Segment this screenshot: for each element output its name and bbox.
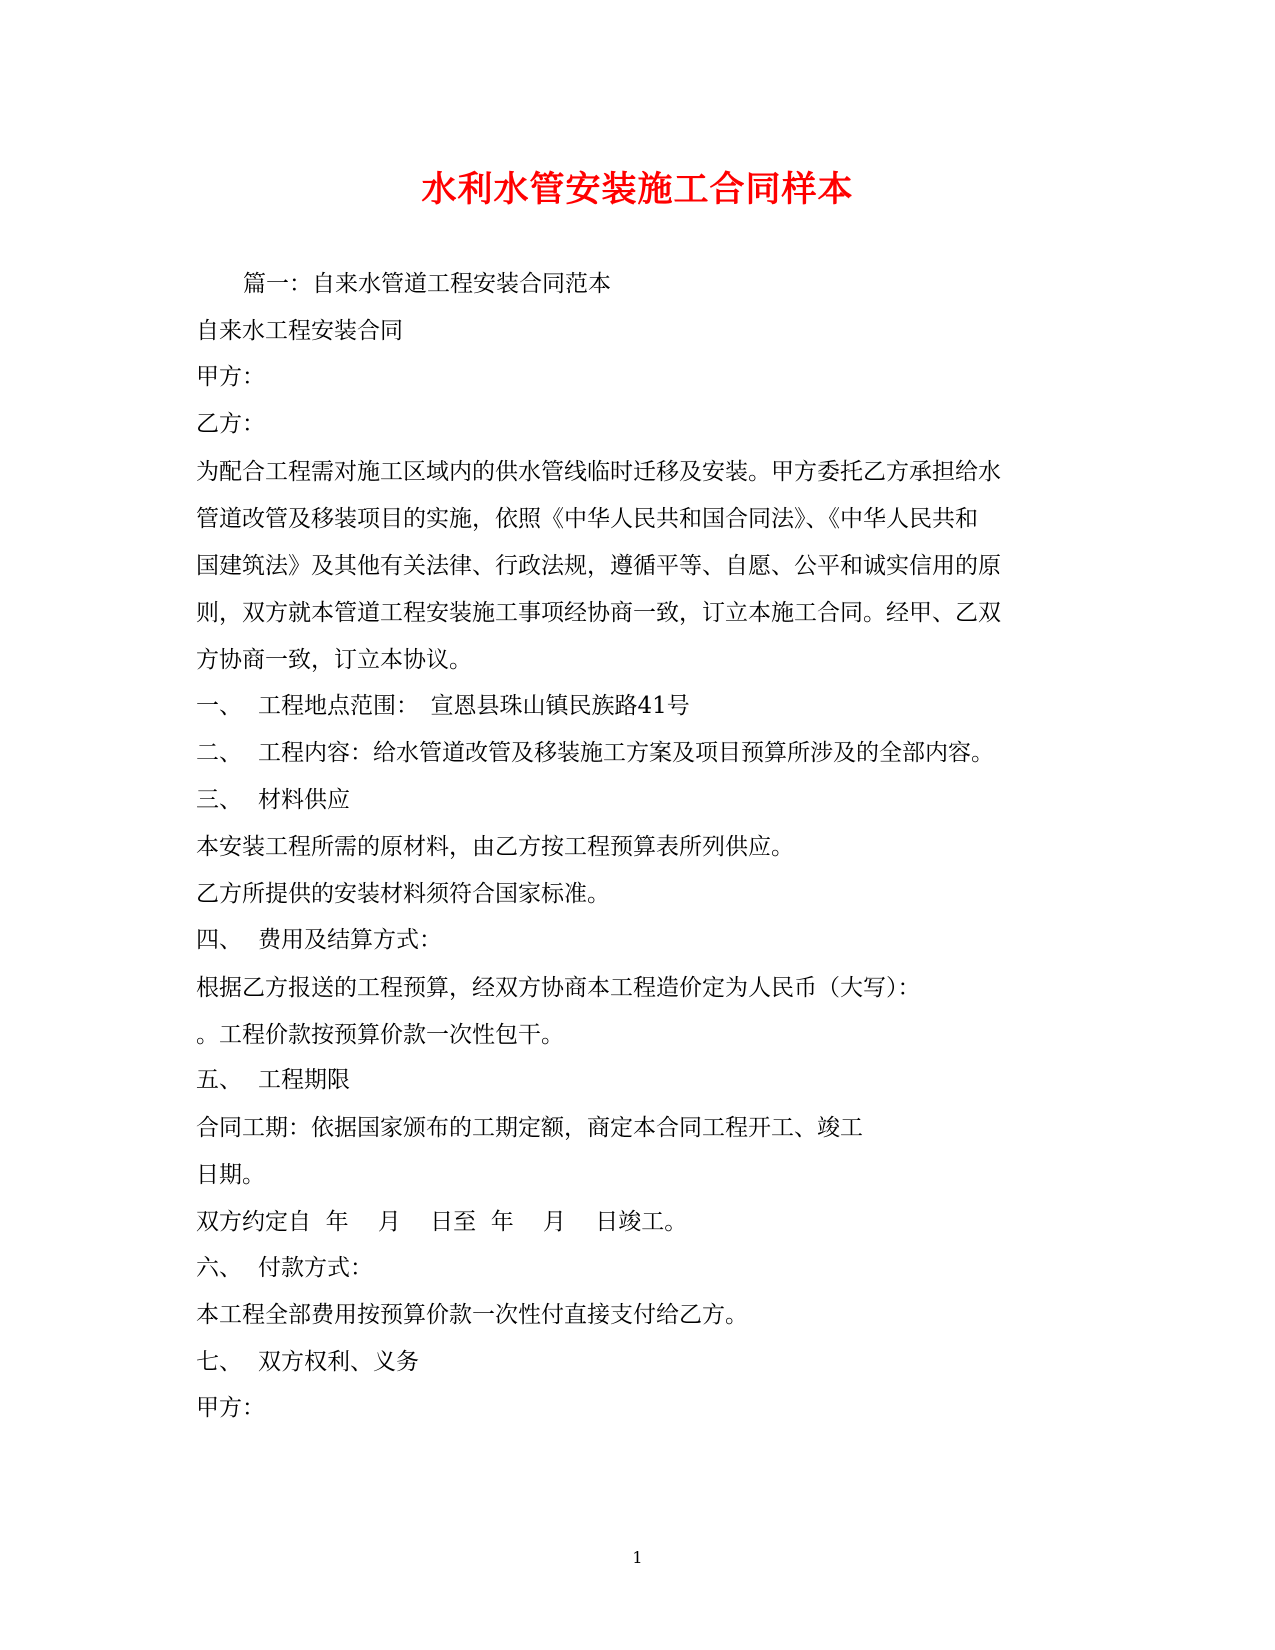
body-line: 本工程全部费用按预算价款一次性付直接支付给乙方。 <box>196 1302 748 1328</box>
date-line: 双方约定自 年 月 日至 年 月 日竣工。 <box>196 1209 688 1235</box>
body-line: 根据乙方报送的工程预算，经双方协商本工程造价定为人民币（大写）： <box>196 975 921 1001</box>
clause-text: 工程内容：给水管道改管及移装施工方案及项目预算所涉及的全部内容。 <box>258 740 994 766</box>
clause-number: 七、 <box>196 1349 242 1375</box>
body-line: 合同工期：依据国家颁布的工期定额，商定本合同工程开工、竣工 <box>196 1115 863 1141</box>
clause-text: 付款方式： <box>258 1255 373 1281</box>
clause-1 <box>196 690 690 722</box>
party-b-label: 乙方： <box>196 411 265 437</box>
body-line: 。工程价款按预算价款一次性包干。 <box>196 1022 564 1048</box>
clause-number: 一、 <box>196 693 242 719</box>
party-a-label: 甲方： <box>196 1395 265 1421</box>
body-paragraph-line: 为配合工程需对施工区域内的供水管线临时迁移及安装。甲方委托乙方承担给水 <box>196 459 1001 485</box>
clause-number: 四、 <box>196 927 242 953</box>
contract-name: 自来水工程安装合同 <box>196 318 403 344</box>
body-paragraph-line: 则，双方就本管道工程安装施工事项经协商一致，订立本施工合同。经甲、乙双 <box>196 600 1001 626</box>
clause-number: 五、 <box>196 1067 242 1093</box>
body-line: 日期。 <box>196 1162 265 1188</box>
clause-text: 费用及结算方式： <box>258 927 442 953</box>
clause-7 <box>196 1346 419 1378</box>
clause-4 <box>196 924 442 956</box>
body-paragraph-line: 国建筑法》及其他有关法律、行政法规，遵循平等、自愿、公平和诚实信用的原 <box>196 553 1001 579</box>
page-number: 1 <box>632 1548 643 1567</box>
clause-text: 工程期限 <box>258 1067 350 1093</box>
document-title: 水利水管安装施工合同样本 <box>421 169 854 210</box>
party-a-label: 甲方： <box>196 364 265 390</box>
clause-text: 工程地点范围： 宣恩县珠山镇民族路41号 <box>258 693 690 719</box>
clause-text: 材料供应 <box>258 787 350 813</box>
clause-2 <box>196 737 994 769</box>
body-line: 本安装工程所需的原材料，由乙方按工程预算表所列供应。 <box>196 834 794 860</box>
clause-5 <box>196 1064 350 1096</box>
clause-number: 六、 <box>196 1255 242 1281</box>
clause-3 <box>196 784 350 816</box>
body-paragraph-line: 管道改管及移装项目的实施，依照《中华人民共和国合同法》、《中华人民共和 <box>196 506 978 532</box>
clause-6 <box>196 1252 373 1284</box>
body-line: 乙方所提供的安装材料须符合国家标准。 <box>196 881 610 907</box>
clause-text: 双方权利、义务 <box>258 1349 419 1375</box>
clause-number: 三、 <box>196 787 242 813</box>
section-heading: 篇一：自来水管道工程安装合同范本 <box>243 271 611 297</box>
body-paragraph-line: 方协商一致，订立本协议。 <box>196 647 472 673</box>
clause-number: 二、 <box>196 740 242 766</box>
